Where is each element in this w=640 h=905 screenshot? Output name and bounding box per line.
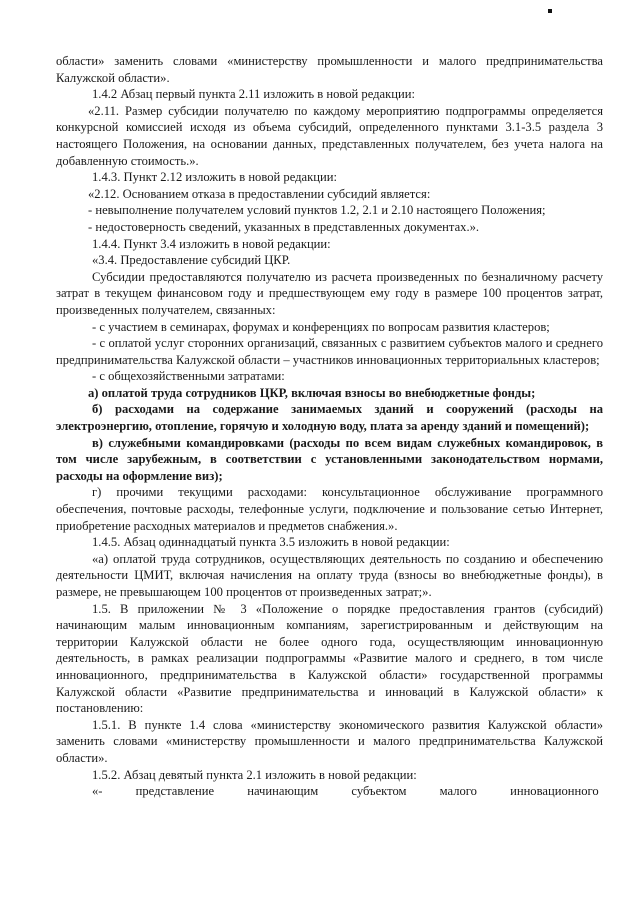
- paragraph-4: 1.4.3. Пункт 2.12 изложить в новой редакции:: [92, 170, 337, 185]
- paragraph-6: - невыполнение получателем условий пунктов 1.2, 2.1 и 2.10 настоящего Положения;: [88, 203, 546, 218]
- paragraph-11: - с участием в семинарах, форумах и конференциях по вопросам развития кластеров;: [92, 319, 550, 334]
- paragraph-5: «2.12. Основанием отказа в предоставлении субсидий является:: [88, 186, 431, 201]
- paragraph-20: 1.5. В приложении № 3 «Положение о порядке предоставления грантов (субсидий) начинающим малым инновационным компаниям, зарегистрированным и действующим на территории Калужской области не более одного года, осуществляющим инновационную деятельность, в рамках реализации подпрограммы «Развитие малого и среднего, в том числе инновационного, предпринимательства в Калужской области» государственной программы Калужской области «Развитие предпринимательства и инноваций в Калужской области» к постановлению:: [56, 601, 603, 716]
- paragraph-1: области» заменить словами «министерству промышленности и малого предпринимательства Калужской области».: [56, 54, 603, 85]
- paragraph-9: «3.4. Предоставление субсидий ЦКР.: [92, 253, 291, 268]
- paragraph-19: «а) оплатой труда сотрудников, осуществляющих деятельность по созданию и обеспечению деятельности ЦМИТ, включая начисления на оплату труда (взносы во внебюджетные фонды), в размере, не превышающем 100 процентов от произведенных затрат;».: [56, 551, 603, 599]
- paragraph-21: 1.5.1. В пункте 1.4 слова «министерству экономического развития Калужской области» заменить словами «министерству промышленности и малого предпринимательства Калужской области».: [56, 717, 603, 765]
- paragraph-23: «- представление начинающим субъектом малого инновационного: [92, 784, 599, 799]
- paragraph-15: б) расходами на содержание занимаемых зданий и сооружений (расходы на электроэнергию, отопление, горячую и холодную воду, плата за аренду зданий и помещений);: [56, 402, 603, 434]
- paragraph-3: «2.11. Размер субсидии получателю по каждому мероприятию подпрограммы определяется конкурсной комиссией исходя из объема субсидий, определенного пунктами 3.1-3.5 раздела 3 настоящего Положения, на основании данных, представленных получателем, без учета налога на добавленную стоимость.».: [56, 103, 603, 168]
- paragraph-16: в) служебными командировками (расходы по всем видам служебных командировок, в том числе зарубежным, в соответствии с установленными законодательством нормами, расходы на оформление виз);: [56, 435, 603, 483]
- paragraph-8: 1.4.4. Пункт 3.4 изложить в новой редакции:: [92, 236, 331, 251]
- document-page: [56, 53, 603, 800]
- paragraph-18: 1.4.5. Абзац одиннадцатый пункта 3.5 изложить в новой редакции:: [92, 535, 450, 550]
- paragraph-10: Субсидии предоставляются получателю из расчета произведенных по безналичному расчету затрат в текущем финансовом году и предшествующем ему году в размере 100 процентов затрат, произведенных получателем, связанных:: [56, 269, 603, 317]
- scan-dot-mark: [548, 9, 552, 13]
- paragraph-13: - с общехозяйственными затратами:: [92, 369, 285, 384]
- paragraph-17: г) прочими текущими расходами: консультационное обслуживание программного обеспечения, почтовые расходы, телефонные услуги, подключение и пользование сетью Интернет, приобретение расходных материалов и предметов снабжения.».: [56, 485, 603, 533]
- paragraph-22: 1.5.2. Абзац девятый пункта 2.1 изложить в новой редакции:: [92, 767, 417, 782]
- paragraph-14: а) оплатой труда сотрудников ЦКР, включая взносы во внебюджетные фонды;: [88, 385, 536, 400]
- paragraph-2: 1.4.2 Абзац первый пункта 2.11 изложить в новой редакции:: [92, 87, 415, 102]
- paragraph-7: - недостоверность сведений, указанных в представленных документах.».: [88, 219, 480, 234]
- paragraph-12: - с оплатой услуг сторонних организаций, связанных с развитием субъектов малого и среднего предпринимательства Калужской области – участников инновационных территориальных кластеров;: [56, 336, 603, 367]
